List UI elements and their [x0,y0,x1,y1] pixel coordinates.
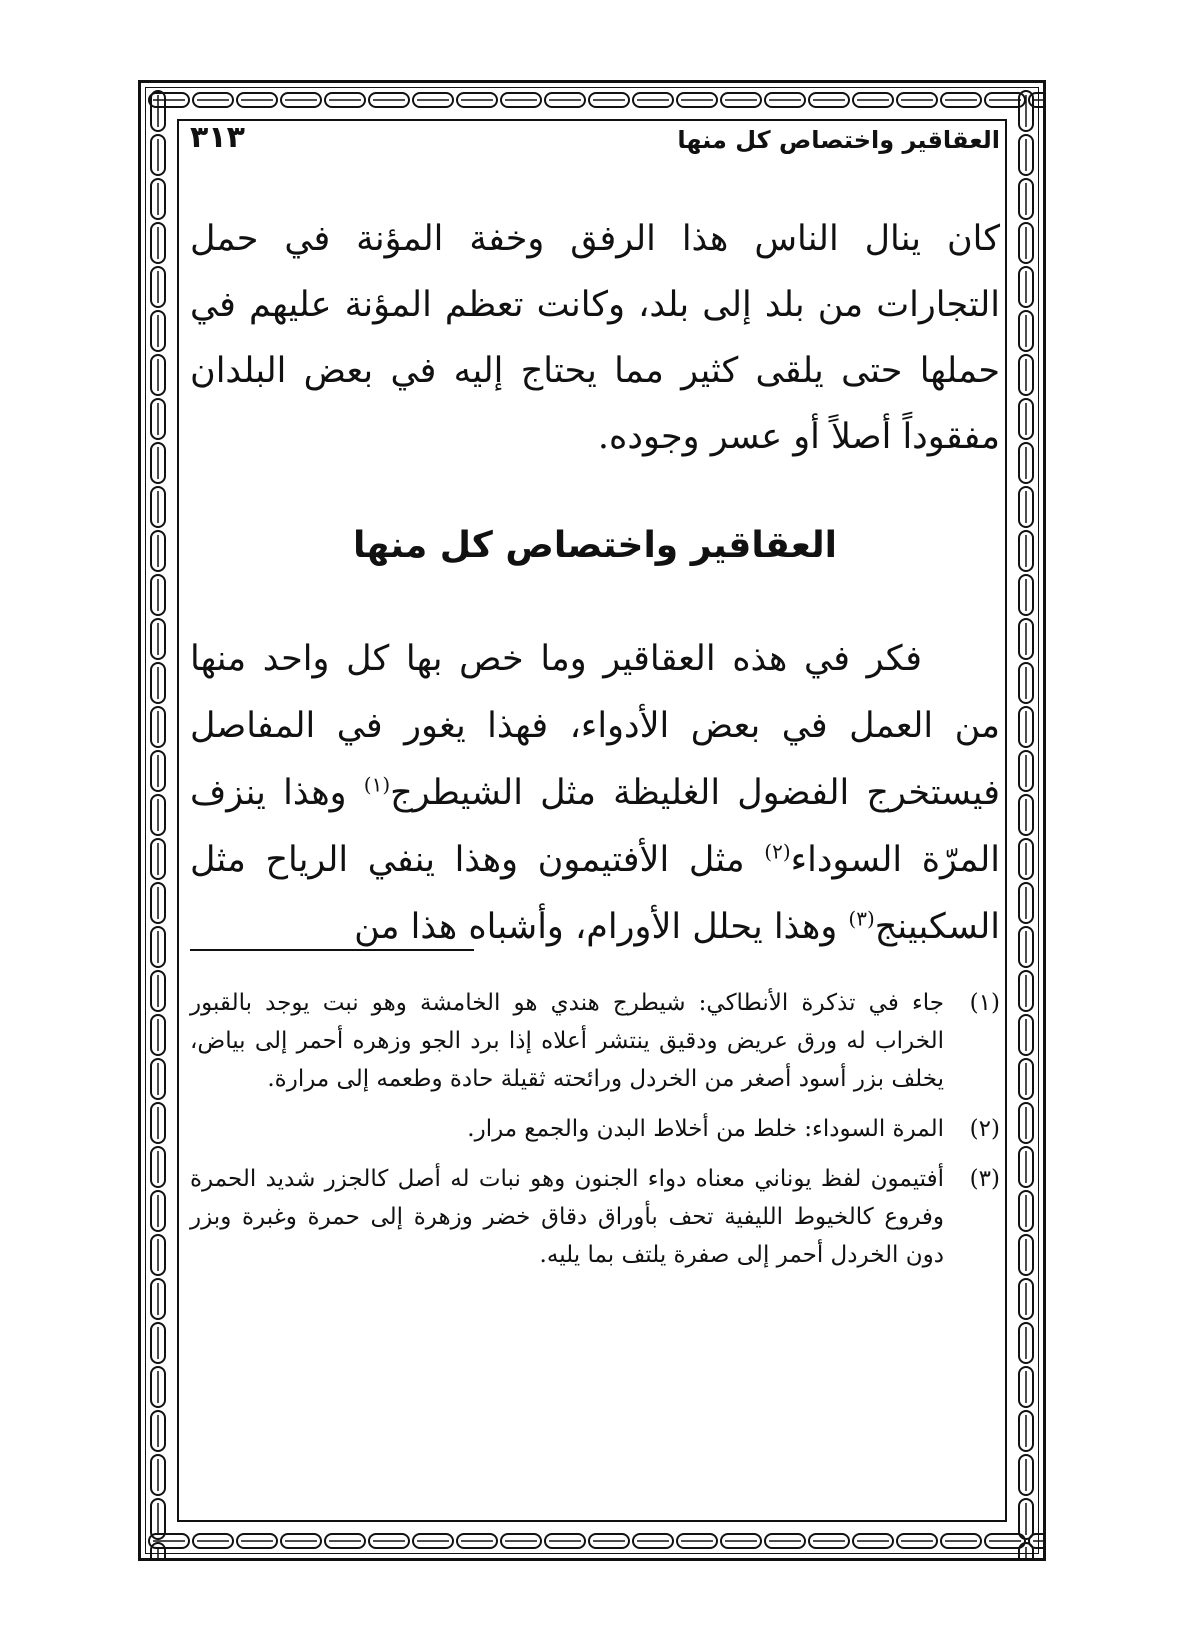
paragraph-2 [190,626,1000,961]
page-number: ٣١٣ [190,120,245,155]
page-content [190,120,1000,1510]
footnotes [190,984,1000,1286]
running-title: العقاقير واختصاص كل منها [677,126,1000,154]
footnote-ref-3: (٣) [848,906,875,931]
chain-ornament-right [1015,89,1037,1558]
paragraph-2-part-2: وهذا ينزف المرّة السوداء [190,773,1000,880]
footnote-text: جاء في تذكرة الأنطاكي: شيطرج هندي هو الخامشة وهو نبت يوجد بالقبور الخراب له ورق عريض ودقيق ينتشر أعلاه إذا برد الجو وزهره أحمر إلى بياض، يخلف بزر أسود أصغر من الخردل ورائحته ثقيلة حادة وطعمه إلى مرارة. [190,990,944,1092]
running-head [190,120,1000,164]
footnote-number: (٢) [969,1116,1000,1142]
footnote-separator [190,949,474,951]
paragraph-2-part-3: مثل الأفتيمون وهذا ينفي الرياح مثل السكبينج [190,840,1000,947]
footnote [190,1110,1000,1148]
footnote-number: (١) [969,990,1000,1016]
footnote [190,984,1000,1098]
footnote-ref-2: (٢) [764,839,791,864]
paragraph-1: كان ينال الناس هذا الرفق وخفة المؤنة في حمل التجارات من بلد إلى بلد، وكانت تعظم المؤنة عليهم في حملها حتى يلقى كثير مما يحتاج إليه في بعض البلدان مفقوداً أصلاً أو عسر وجوده. [190,219,1000,457]
footnote [190,1160,1000,1274]
chain-ornament-top [147,89,1043,111]
section-heading: العقاقير واختصاص كل منها [353,525,837,566]
paragraph-2-part-4: وهذا يحلل الأورام، وأشباه هذا من [354,907,849,947]
footnote-text: أفتيمون لفظ يوناني معناه دواء الجنون وهو نبات له أصل كالجزر شديد الحمرة وفروع كالخيوط الليفية تحف بأوراق دقاق خضر وزهرة إلى حمرة وغبرة وبزر دون الخردل أحمر إلى صفرة يلتف بما يليه. [190,1166,944,1268]
footnote-text: المرة السوداء: خلط من أخلاط البدن والجمع مرار. [467,1116,944,1142]
chain-ornament-left [147,89,169,1558]
chain-ornament-bottom [147,1530,1043,1552]
footnote-ref-1: (١) [363,772,391,797]
paragraph-2-part-1: فكر في هذه العقاقير وما خص بها كل واحد منها من العمل في بعض الأدواء، فهذا يغور في المفاصل فيستخرج الفضول الغليظة مثل الشيطرج [190,639,1000,813]
footnote-number: (٣) [969,1166,1000,1192]
